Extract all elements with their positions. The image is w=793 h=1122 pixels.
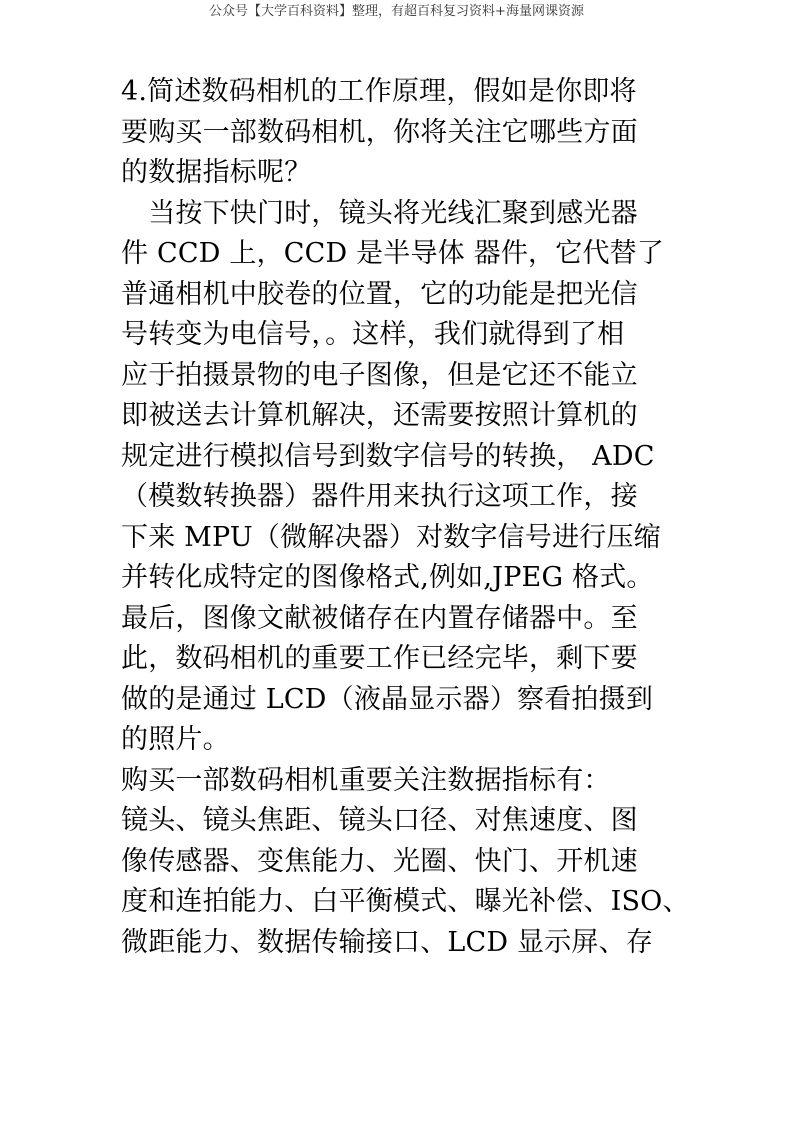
answer-line: 此，数码相机的重要工作已经完毕，剩下要 xyxy=(121,643,638,674)
document-body xyxy=(121,72,690,963)
answer-line: 规定进行模拟信号到数字信号的转换， ADC xyxy=(121,440,655,472)
answer-line: 度和连拍能力、白平衡模式、曝光补偿、ISO、 xyxy=(121,886,690,917)
answer-line: 购买一部数码相机重要关注数据指标有： xyxy=(121,764,611,796)
answer-line: 号转变为电信号，。这样，我们就得到了相 xyxy=(121,319,625,350)
answer-line: 并转化成特定的图像格式,例如,JPEG 格式。 xyxy=(121,562,654,593)
page-header: 公众号【大学百科资料】整理，有超百科复习资料+海量网课资源 xyxy=(209,4,584,19)
question-line: 的数据指标呢？ xyxy=(121,157,312,188)
answer-line: 镜头、镜头焦距、镜头口径、对焦速度、图 xyxy=(121,805,638,836)
answer-line: 普通相机中胶卷的位置，它的功能是把光信 xyxy=(121,278,638,310)
answer-line: 像传感器、变焦能力、光圈、快门、开机速 xyxy=(121,845,638,877)
answer-line: 下来 MPU（微解决器）对数字信号进行压缩 xyxy=(121,521,661,553)
answer-line: 的照片。 xyxy=(121,724,230,755)
answer-line: （模数转换器）器件用来执行这项工作，接 xyxy=(121,481,638,512)
answer-line: 最后，图像文献被储存在内置存储器中。至 xyxy=(121,602,638,634)
answer-line: 微距能力、数据传输接口、LCD 显示屏、存 xyxy=(121,926,654,958)
question-line: 要购买一部数码相机，你将关注它哪些方面 xyxy=(121,116,638,148)
answer-line: 当按下快门时，镜头将光线汇聚到感光器 xyxy=(121,197,638,229)
answer-line: 应于拍摄景物的电子图像，但是它还不能立 xyxy=(121,359,638,391)
question-line: 4.简述数码相机的工作原理，假如是你即将 xyxy=(121,76,637,107)
answer-line: 即被送去计算机解决，还需要按照计算机的 xyxy=(121,400,638,431)
answer-line: 做的是通过 LCD（液晶显示器）察看拍摄到 xyxy=(121,683,654,715)
answer-line: 件 CCD 上，CCD 是半导体 器件，它代替了 xyxy=(121,238,665,269)
